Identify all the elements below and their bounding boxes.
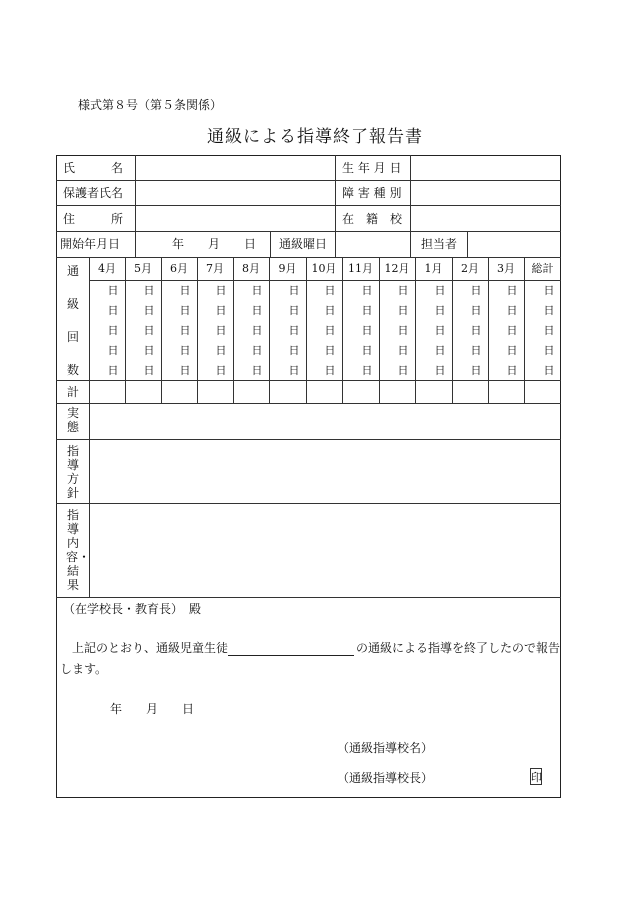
day-unit: 日: [361, 344, 373, 357]
day-unit: 日: [324, 304, 336, 317]
day-unit: 日: [506, 324, 518, 337]
label-instruction-school: （通級指導校名）: [337, 741, 434, 755]
start-date-placeholder: 年 月 日: [172, 237, 257, 251]
day-unit: 日: [288, 364, 300, 377]
day-unit: 日: [361, 364, 373, 377]
day-unit: 日: [543, 344, 555, 357]
col-divider: [488, 257, 489, 403]
day-unit: 日: [506, 304, 518, 317]
student-name-underline: [228, 655, 354, 656]
row-divider: [56, 205, 561, 206]
day-unit: 日: [434, 284, 446, 297]
month-header: 3月: [497, 262, 515, 275]
section-label-status: 実態: [66, 406, 79, 434]
day-unit: 日: [107, 344, 119, 357]
month-header: 総計: [531, 262, 554, 275]
document-title: 通級による指導終了報告書: [207, 127, 423, 147]
statement-part-1: 上記のとおり、通級児童生徒: [72, 641, 229, 655]
row-divider: [56, 403, 561, 404]
day-unit: 日: [506, 344, 518, 357]
row-divider: [56, 439, 561, 440]
day-unit: 日: [143, 324, 155, 337]
label-enrolled-school: 在 籍 校: [342, 212, 403, 226]
col-divider: [270, 231, 271, 257]
label-address: 住 所: [63, 212, 124, 226]
day-unit: 日: [143, 344, 155, 357]
day-unit: 日: [470, 284, 482, 297]
day-unit: 日: [179, 364, 191, 377]
month-header: 10月: [311, 262, 337, 275]
day-unit: 日: [215, 304, 227, 317]
day-unit: 日: [470, 324, 482, 337]
day-unit: 日: [251, 364, 263, 377]
day-unit: 日: [470, 364, 482, 377]
col-divider: [342, 257, 343, 403]
day-unit: 日: [543, 304, 555, 317]
col-divider: [524, 257, 525, 403]
col-divider: [467, 231, 468, 257]
col-divider: [306, 257, 307, 403]
day-unit: 日: [397, 364, 409, 377]
count-side-label: 通: [67, 264, 80, 278]
day-unit: 日: [324, 284, 336, 297]
col-divider: [197, 257, 198, 403]
day-unit: 日: [506, 284, 518, 297]
total-label: 計: [67, 385, 80, 399]
label-disability-type: 障 害 種 別: [342, 186, 402, 200]
label-student-name: 氏 名: [63, 161, 124, 175]
report-date-placeholder: 年 月 日: [110, 702, 195, 716]
day-unit: 日: [107, 364, 119, 377]
day-unit: 日: [361, 304, 373, 317]
day-unit: 日: [107, 324, 119, 337]
day-unit: 日: [179, 284, 191, 297]
statement-part-2: の通級による指導を終了したので報告: [356, 641, 561, 655]
day-unit: 日: [470, 344, 482, 357]
seal-mark: 印: [530, 768, 542, 785]
col-divider: [415, 257, 416, 403]
day-unit: 日: [107, 304, 119, 317]
day-unit: 日: [543, 364, 555, 377]
col-divider: [135, 231, 136, 257]
form-number: 様式第８号（第５条関係）: [78, 98, 223, 112]
month-header: 9月: [278, 262, 297, 275]
col-divider: [410, 155, 411, 231]
label-start-date: 開始年月日: [60, 237, 121, 251]
day-unit: 日: [397, 304, 409, 317]
label-attendance-weekday: 通級曜日: [279, 237, 328, 251]
statement-part-3: します。: [60, 662, 108, 676]
day-unit: 日: [179, 304, 191, 317]
day-unit: 日: [324, 344, 336, 357]
day-unit: 日: [288, 304, 300, 317]
day-unit: 日: [397, 284, 409, 297]
day-unit: 日: [361, 284, 373, 297]
label-birth-date: 生 年 月 日: [342, 161, 402, 175]
day-unit: 日: [251, 324, 263, 337]
month-header: 4月: [98, 262, 116, 275]
day-unit: 日: [434, 304, 446, 317]
day-unit: 日: [434, 344, 446, 357]
day-unit: 日: [397, 324, 409, 337]
label-guardian-name: 保護者氏名: [63, 186, 124, 200]
day-unit: 日: [543, 284, 555, 297]
row-divider: [56, 503, 561, 504]
col-divider: [89, 257, 90, 597]
day-unit: 日: [324, 364, 336, 377]
day-unit: 日: [434, 364, 446, 377]
col-divider: [161, 257, 162, 403]
day-unit: 日: [251, 344, 263, 357]
day-unit: 日: [143, 304, 155, 317]
col-divider: [379, 257, 380, 403]
day-unit: 日: [288, 324, 300, 337]
col-divider: [125, 257, 126, 403]
day-unit: 日: [179, 344, 191, 357]
row-divider: [56, 257, 561, 258]
day-unit: 日: [361, 324, 373, 337]
label-instruction-principal: （通級指導校長）: [337, 771, 434, 785]
day-unit: 日: [107, 284, 119, 297]
count-side-label: 級: [67, 297, 80, 311]
count-side-label: 回: [67, 330, 80, 344]
day-unit: 日: [288, 284, 300, 297]
day-unit: 日: [215, 324, 227, 337]
day-unit: 日: [179, 324, 191, 337]
month-header: 2月: [461, 262, 479, 275]
row-divider: [89, 280, 561, 281]
day-unit: 日: [543, 324, 555, 337]
row-divider: [56, 231, 561, 232]
day-unit: 日: [506, 364, 518, 377]
day-unit: 日: [434, 324, 446, 337]
col-divider: [335, 231, 336, 257]
day-unit: 日: [251, 304, 263, 317]
col-divider: [452, 257, 453, 403]
day-unit: 日: [251, 284, 263, 297]
month-header: 8月: [242, 262, 260, 275]
day-unit: 日: [215, 284, 227, 297]
month-header: 12月: [384, 262, 410, 275]
row-divider: [56, 180, 561, 181]
day-unit: 日: [397, 344, 409, 357]
label-staff: 担当者: [421, 237, 458, 251]
row-divider: [56, 380, 561, 381]
day-unit: 日: [143, 284, 155, 297]
addressee: （在学校長・教育長） 殿: [63, 602, 202, 616]
month-header: 1月: [424, 262, 443, 275]
day-unit: 日: [215, 364, 227, 377]
col-divider: [335, 155, 336, 231]
count-side-label: 数: [67, 363, 80, 377]
section-label-content: 指導内容・結果: [66, 508, 91, 592]
month-header: 7月: [206, 262, 224, 275]
month-header: 5月: [134, 262, 152, 275]
day-unit: 日: [215, 344, 227, 357]
row-divider: [56, 597, 561, 598]
col-divider: [410, 231, 411, 257]
day-unit: 日: [288, 344, 300, 357]
day-unit: 日: [470, 304, 482, 317]
col-divider: [269, 257, 270, 403]
month-header: 11月: [348, 262, 373, 275]
day-unit: 日: [143, 364, 155, 377]
month-header: 6月: [170, 262, 188, 275]
col-divider: [135, 155, 136, 231]
day-unit: 日: [324, 324, 336, 337]
col-divider: [233, 257, 234, 403]
section-label-policy: 指導方針: [66, 444, 79, 500]
